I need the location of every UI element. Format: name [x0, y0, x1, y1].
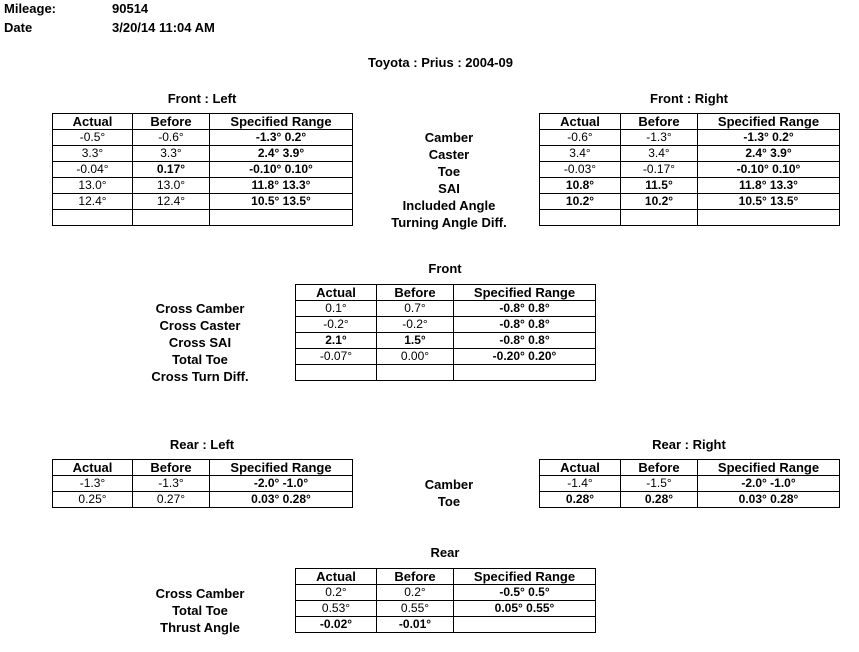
- row-label-rear-toe: Toe: [437, 494, 461, 509]
- range-cell: 0.03° 0.28°: [698, 492, 840, 508]
- column-header: Specified Range: [454, 569, 596, 585]
- table-row: [540, 210, 840, 226]
- column-header: Specified Range: [210, 114, 353, 130]
- table-header-row: [296, 285, 596, 301]
- table-row: [540, 194, 840, 210]
- table-row: [296, 617, 596, 633]
- rear-right-table: [539, 459, 840, 508]
- column-header: Actual: [296, 569, 377, 585]
- range-cell: [210, 210, 353, 226]
- front-cross-labels: [110, 300, 290, 385]
- row-label-cross-turn-diff: Cross Turn Diff.: [151, 369, 249, 384]
- column-header: Actual: [540, 114, 621, 130]
- table-row: [540, 146, 840, 162]
- date-label: Date: [4, 20, 33, 35]
- row-label-thrust-angle: Thrust Angle: [160, 620, 240, 635]
- range-cell: -1.3° 0.2°: [698, 130, 840, 146]
- table-row: [540, 492, 840, 508]
- front-left-title: Front : Left: [167, 91, 237, 106]
- before-cell: -0.17°: [621, 162, 698, 178]
- before-cell: -0.2°: [377, 317, 454, 333]
- before-cell: 3.4°: [621, 146, 698, 162]
- actual-cell: 3.4°: [540, 146, 621, 162]
- column-header: Actual: [540, 460, 621, 476]
- before-cell: 11.5°: [621, 178, 698, 194]
- range-cell: -0.10° 0.10°: [698, 162, 840, 178]
- before-cell: 0.27°: [133, 492, 210, 508]
- before-cell: 10.2°: [621, 194, 698, 210]
- before-cell: 0.28°: [621, 492, 698, 508]
- table-row: [540, 130, 840, 146]
- actual-cell: 0.2°: [296, 585, 377, 601]
- rear-left-table: [52, 459, 353, 508]
- actual-cell: 0.1°: [296, 301, 377, 317]
- before-cell: -0.6°: [133, 130, 210, 146]
- column-header: Specified Range: [698, 114, 840, 130]
- actual-cell: 13.0°: [53, 178, 133, 194]
- rear-cross-table: [295, 568, 596, 633]
- before-cell: 12.4°: [133, 194, 210, 210]
- before-cell: 0.17°: [133, 162, 210, 178]
- before-cell: 13.0°: [133, 178, 210, 194]
- row-label-rear-camber: Camber: [424, 477, 474, 492]
- column-header: Before: [377, 569, 454, 585]
- row-label-rear-cross-camber: Cross Camber: [155, 586, 245, 601]
- table-row: [53, 210, 353, 226]
- range-cell: 10.5° 13.5°: [210, 194, 353, 210]
- mileage-value: 90514: [112, 1, 149, 16]
- range-cell: 0.05° 0.55°: [454, 601, 596, 617]
- range-cell: -0.20° 0.20°: [454, 349, 596, 365]
- column-header: Actual: [53, 114, 133, 130]
- range-cell: -0.8° 0.8°: [454, 333, 596, 349]
- range-cell: -2.0° -1.0°: [210, 476, 353, 492]
- range-cell: 2.4° 3.9°: [698, 146, 840, 162]
- before-cell: [621, 210, 698, 226]
- column-header: Before: [133, 114, 210, 130]
- front-right-table: [539, 113, 840, 226]
- before-cell: -1.5°: [621, 476, 698, 492]
- table-row: [540, 178, 840, 194]
- range-cell: [454, 365, 596, 381]
- actual-cell: -0.6°: [540, 130, 621, 146]
- front-row-labels: [360, 129, 538, 231]
- column-header: Actual: [53, 460, 133, 476]
- column-header: Before: [621, 114, 698, 130]
- table-header-row: [53, 460, 353, 476]
- table-header-row: [540, 460, 840, 476]
- actual-cell: 2.1°: [296, 333, 377, 349]
- actual-cell: 10.8°: [540, 178, 621, 194]
- range-cell: [698, 210, 840, 226]
- rear-right-title: Rear : Right: [652, 437, 726, 452]
- range-cell: [454, 617, 596, 633]
- table-row: [296, 317, 596, 333]
- table-row: [296, 301, 596, 317]
- table-row: [540, 476, 840, 492]
- range-cell: 10.5° 13.5°: [698, 194, 840, 210]
- table-row: [53, 476, 353, 492]
- actual-cell: 0.25°: [53, 492, 133, 508]
- before-cell: 3.3°: [133, 146, 210, 162]
- range-cell: -2.0° -1.0°: [698, 476, 840, 492]
- rear-left-title: Rear : Left: [169, 437, 235, 452]
- actual-cell: [540, 210, 621, 226]
- table-row: [296, 349, 596, 365]
- front-right-title: Front : Right: [650, 91, 728, 106]
- row-label-cross-caster: Cross Caster: [159, 318, 241, 333]
- row-label-toe: Toe: [437, 164, 461, 179]
- before-cell: -0.01°: [377, 617, 454, 633]
- column-header: Before: [377, 285, 454, 301]
- actual-cell: -0.5°: [53, 130, 133, 146]
- table-row: [296, 333, 596, 349]
- range-cell: 11.8° 13.3°: [698, 178, 840, 194]
- actual-cell: -0.2°: [296, 317, 377, 333]
- actual-cell: [296, 365, 377, 381]
- actual-cell: -0.02°: [296, 617, 377, 633]
- column-header: Actual: [296, 285, 377, 301]
- before-cell: 0.55°: [377, 601, 454, 617]
- table-row: [540, 162, 840, 178]
- range-cell: -0.5° 0.5°: [454, 585, 596, 601]
- front-cross-title: Front: [428, 261, 462, 276]
- rear-cross-labels: [110, 585, 290, 636]
- before-cell: -1.3°: [621, 130, 698, 146]
- range-cell: 11.8° 13.3°: [210, 178, 353, 194]
- row-label-cross-sai: Cross SAI: [168, 335, 232, 350]
- table-row: [296, 365, 596, 381]
- table-row: [53, 162, 353, 178]
- actual-cell: 0.28°: [540, 492, 621, 508]
- rear-row-labels: [360, 476, 538, 510]
- date-value: 3/20/14 11:04 AM: [112, 20, 215, 35]
- vehicle-title: Toyota : Prius : 2004-09: [368, 55, 513, 70]
- row-label-turning-angle-diff: Turning Angle Diff.: [391, 215, 507, 230]
- before-cell: 0.7°: [377, 301, 454, 317]
- table-row: [296, 585, 596, 601]
- row-label-included-angle: Included Angle: [402, 198, 496, 213]
- table-row: [296, 601, 596, 617]
- range-cell: -0.8° 0.8°: [454, 317, 596, 333]
- actual-cell: 0.53°: [296, 601, 377, 617]
- column-header: Specified Range: [210, 460, 353, 476]
- actual-cell: -1.3°: [53, 476, 133, 492]
- table-row: [53, 178, 353, 194]
- actual-cell: 12.4°: [53, 194, 133, 210]
- table-row: [53, 194, 353, 210]
- table-header-row: [540, 114, 840, 130]
- actual-cell: -0.07°: [296, 349, 377, 365]
- range-cell: -0.8° 0.8°: [454, 301, 596, 317]
- range-cell: -0.10° 0.10°: [210, 162, 353, 178]
- actual-cell: 10.2°: [540, 194, 621, 210]
- row-label-camber: Camber: [424, 130, 474, 145]
- before-cell: 0.2°: [377, 585, 454, 601]
- row-label-cross-camber: Cross Camber: [155, 301, 245, 316]
- before-cell: [377, 365, 454, 381]
- table-row: [53, 130, 353, 146]
- before-cell: -1.3°: [133, 476, 210, 492]
- range-cell: 0.03° 0.28°: [210, 492, 353, 508]
- rear-cross-title: Rear: [430, 545, 460, 560]
- before-cell: 1.5°: [377, 333, 454, 349]
- front-cross-table: [295, 284, 596, 381]
- actual-cell: -0.03°: [540, 162, 621, 178]
- range-cell: 2.4° 3.9°: [210, 146, 353, 162]
- row-label-sai: SAI: [438, 181, 460, 196]
- table-header-row: [296, 569, 596, 585]
- column-header: Specified Range: [698, 460, 840, 476]
- before-cell: 0.00°: [377, 349, 454, 365]
- column-header: Before: [621, 460, 698, 476]
- actual-cell: 3.3°: [53, 146, 133, 162]
- table-row: [53, 146, 353, 162]
- row-label-rear-total-toe: Total Toe: [172, 603, 228, 618]
- actual-cell: -0.04°: [53, 162, 133, 178]
- column-header: Before: [133, 460, 210, 476]
- range-cell: -1.3° 0.2°: [210, 130, 353, 146]
- table-row: [53, 492, 353, 508]
- row-label-total-toe: Total Toe: [172, 352, 228, 367]
- table-header-row: [53, 114, 353, 130]
- actual-cell: -1.4°: [540, 476, 621, 492]
- before-cell: [133, 210, 210, 226]
- actual-cell: [53, 210, 133, 226]
- row-label-caster: Caster: [428, 147, 470, 162]
- front-left-table: [52, 113, 353, 226]
- mileage-label: Mileage:: [4, 1, 57, 16]
- column-header: Specified Range: [454, 285, 596, 301]
